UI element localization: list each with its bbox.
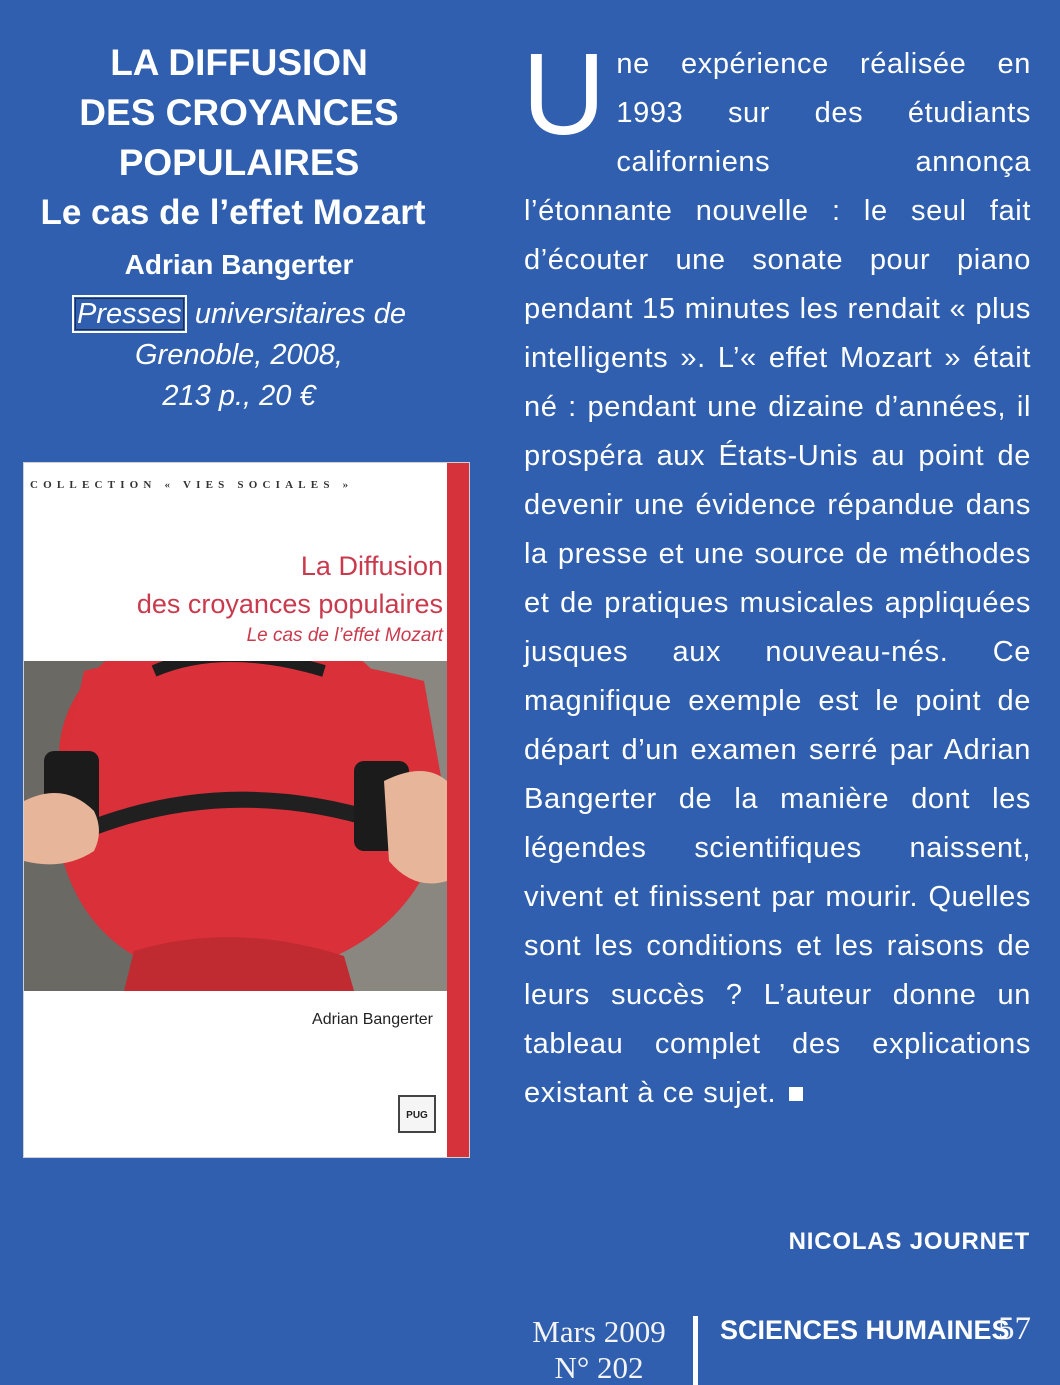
publication-pages-price: 213 p., 20 €: [162, 380, 316, 412]
book-title-line: LA DIFFUSION: [110, 42, 368, 83]
review-body: [522, 29, 1031, 1118]
publisher-highlight: Presses: [72, 295, 187, 333]
book-title-line: POPULAIRES: [118, 142, 360, 183]
magazine-name: SCIENCES HUMAINES: [720, 1315, 1010, 1345]
cover-title-line: La Diffusion: [300, 551, 443, 581]
book-cover: [24, 463, 469, 1157]
cover-title: [137, 547, 443, 623]
review-text: ne expérience réalisée en 1993 sur des étudiants californiens annonça l’étonnante nouvelle : le seul fait d’écouter une sonate pour piano pendant 15 minutes les rendait « plus intelligents ». L’« effet Mozart » était né : pendant une dizaine d’années, il prospéra aux États-Unis au point de devenir une évidence répandue dans la presse et une source de méthodes et de pratiques musicales appliquées jusques aux nouveau-nés. Ce magnifique exemple est le point de départ d’un examen serré par Adrian Bangerter de la manière dont les légendes scientifiques naissent, vivent et finissent par mourir. Quelles sont les conditions et les raisons de leurs succès ? L’auteur donne un tableau complet des explications existant à ce sujet.: [524, 48, 1031, 1109]
review-signature: NICOLAS JOURNET: [788, 1228, 1030, 1255]
cover-collection: COLLECTION « VIES SOCIALES »: [30, 479, 354, 491]
cover-title-line: des croyances populaires: [136, 589, 443, 619]
cover-subtitle: Le cas de l’effet Mozart: [246, 625, 443, 646]
book-info: [0, 38, 478, 417]
publisher-name: universitaires de: [194, 298, 406, 330]
publication-city-year: Grenoble, 2008,: [135, 339, 343, 371]
footer-date: [510, 1314, 688, 1385]
publisher-logo: PUG: [398, 1095, 436, 1133]
footer-divider: [693, 1316, 698, 1385]
cover-author: Adrian Bangerter: [312, 1011, 433, 1028]
cover-spine: [447, 463, 469, 1157]
end-mark-icon: [789, 1087, 803, 1101]
page-number: 57: [998, 1311, 1031, 1347]
book-subtitle: Le cas de l’effet Mozart: [40, 193, 426, 232]
dropcap: U: [522, 29, 607, 159]
publication-info: [0, 294, 478, 417]
book-title-line: DES CROYANCES: [79, 92, 399, 133]
book-author: Adrian Bangerter: [124, 249, 354, 280]
book-title: [0, 38, 478, 188]
headphones-photo: [24, 661, 447, 991]
footer-issue: N° 202: [554, 1350, 644, 1385]
footer-month: Mars 2009: [532, 1314, 666, 1349]
